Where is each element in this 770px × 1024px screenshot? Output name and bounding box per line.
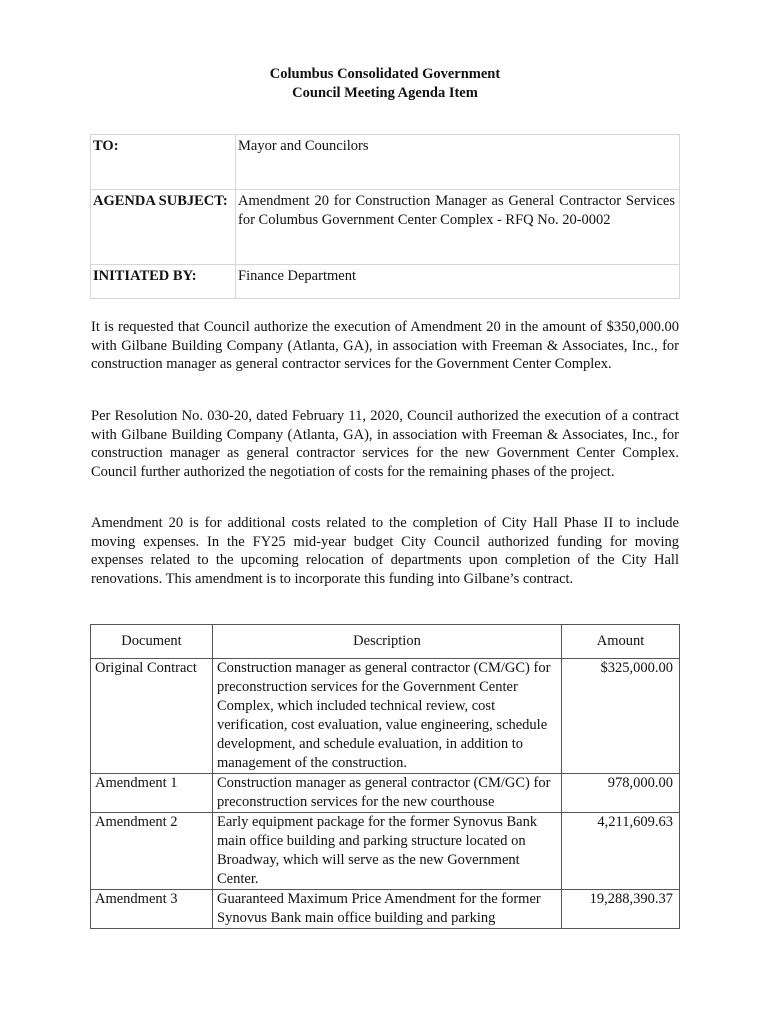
row-amount: 4,211,609.63: [562, 813, 680, 890]
to-value: Mayor and Councilors: [236, 135, 680, 190]
subject-label: AGENDA SUBJECT:: [91, 190, 236, 265]
table-row: [91, 890, 680, 929]
row-document: Amendment 3: [91, 890, 213, 929]
row-amount: $325,000.00: [562, 659, 680, 774]
government-title: Columbus Consolidated Government: [269, 66, 501, 82]
row-document: Amendment 2: [91, 813, 213, 890]
initiated-row: [91, 265, 680, 299]
row-description: Guaranteed Maximum Price Amendment for the former Synovus Bank main office building and parking: [213, 890, 562, 929]
subject-row: [91, 190, 680, 265]
initiated-label: INITIATED BY:: [91, 265, 236, 299]
row-description: Construction manager as general contractor (CM/GC) for preconstruction services for the Government Center Complex, which included technical review, cost verification, cost evaluation, value engineering, schedule development, and schedule evaluation, in addition to management of the construction.: [213, 659, 562, 774]
table-row: [91, 659, 680, 774]
to-label: TO:: [91, 135, 236, 190]
row-document: Original Contract: [91, 659, 213, 774]
column-header-description: Description: [213, 625, 562, 659]
resolution-paragraph: Per Resolution No. 030-20, dated February 11, 2020, Council authorized the execution of a contract with Gilbane Building Company (Atlanta, GA), in association with Freeman & Associates, Inc., for construction manager as general contractor services for the new Government Center Complex. Council further authorized the negotiation of costs for the remaining phases of the project.: [91, 408, 679, 480]
to-row: [91, 135, 680, 190]
row-description: Early equipment package for the former Synovus Bank main office building and parking structure located on Broadway, which will serve as the new Government Center.: [213, 813, 562, 890]
row-document: Amendment 1: [91, 774, 213, 813]
amendment-paragraph: Amendment 20 is for additional costs related to the completion of City Hall Phase II to include moving expenses. In the FY25 mid-year budget City Council authorized funding for moving expenses related to the upcoming relocation of departments upon completion of the City Hall renovations. This amendment is to incorporate this funding into Gilbane’s contract.: [91, 515, 679, 587]
amendments-table: [90, 624, 680, 929]
agenda-item-title: Council Meeting Agenda Item: [292, 85, 478, 101]
request-paragraph: It is requested that Council authorize the execution of Amendment 20 in the amount of $350,000.00 with Gilbane Building Company (Atlanta, GA), in association with Freeman & Associates, Inc., for construction manager as general contractor services for the Government Center Complex.: [91, 319, 679, 372]
agenda-info-table: [90, 134, 680, 299]
row-amount: 978,000.00: [562, 774, 680, 813]
table-row: [91, 813, 680, 890]
table-header-row: [91, 625, 680, 659]
column-header-amount: Amount: [562, 625, 680, 659]
subject-value: Amendment 20 for Construction Manager as General Contractor Services for Columbus Government Center Complex - RFQ No. 20-0002: [236, 190, 680, 265]
row-description: Construction manager as general contractor (CM/GC) for preconstruction services for the new courthouse: [213, 774, 562, 813]
initiated-value: Finance Department: [236, 265, 680, 299]
column-header-document: Document: [91, 625, 213, 659]
row-amount: 19,288,390.37: [562, 890, 680, 929]
table-row: [91, 774, 680, 813]
